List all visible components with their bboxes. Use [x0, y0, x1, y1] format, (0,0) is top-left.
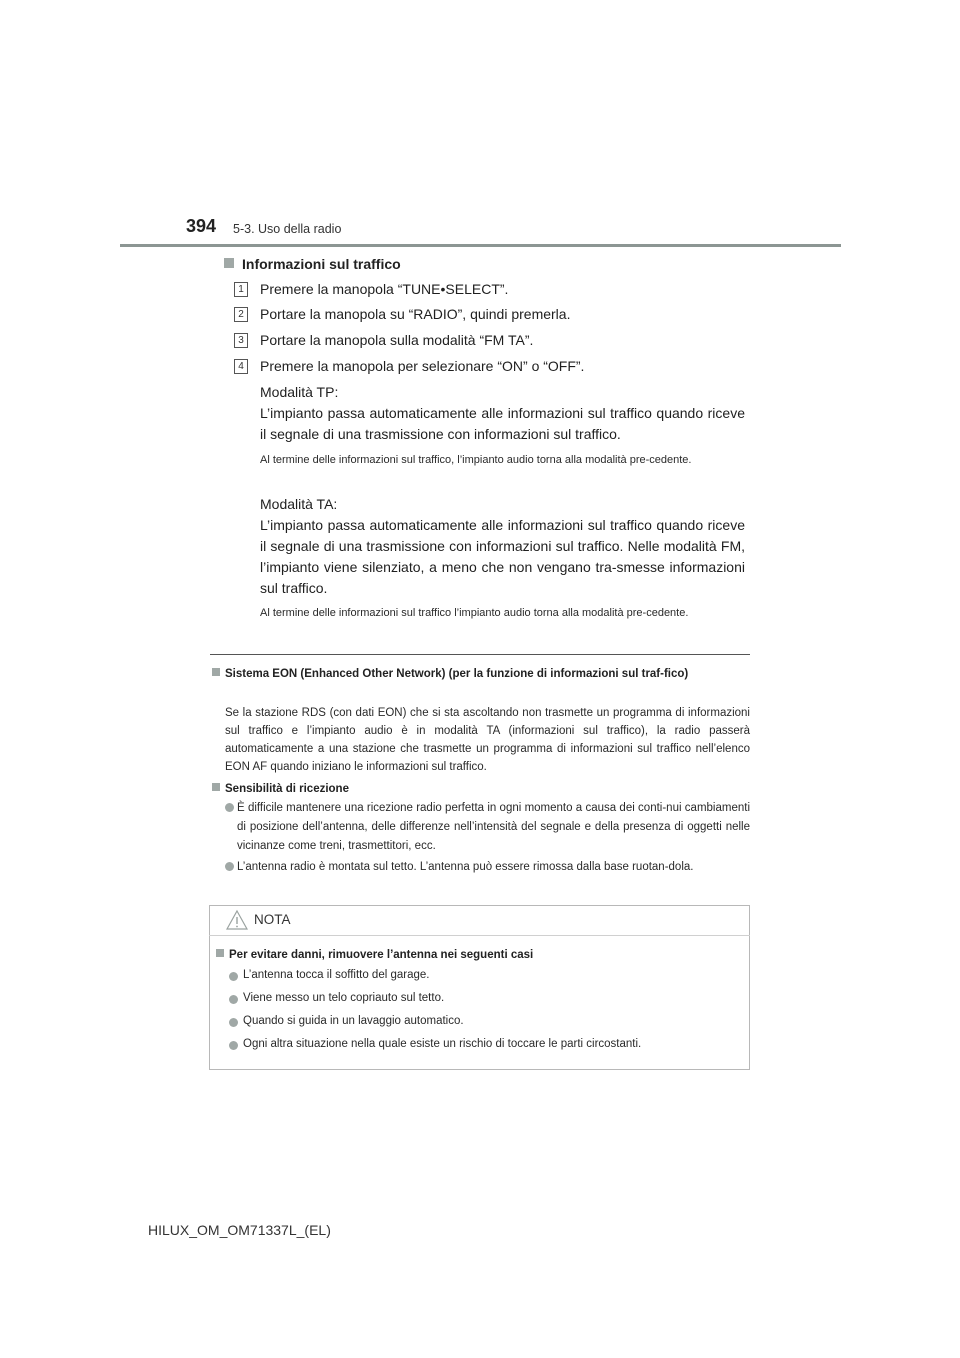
tp-label: Modalità TP: — [260, 384, 339, 400]
ta-description: L’impianto passa automaticamente alle informazioni sul traffico quando riceve il segnale di una trasmissione con informazioni sul traffico. Nelle modalità FM, l’impianto viene silenziato, a meno che non vengano tra-smesse informazioni sul traffico. — [260, 517, 745, 596]
section-header: 5-3. Uso della radio — [233, 222, 342, 236]
reception-heading — [212, 780, 750, 798]
eon-heading-text: Sistema EON (Enhanced Other Network) (per la funzione di informazioni sul traf-fico) — [225, 668, 689, 680]
reception-heading-text: Sensibilità di ricezione — [225, 783, 349, 795]
step-number-badge: 4 — [234, 359, 248, 374]
notice-item-text: Quando si guida in un lavaggio automatico. — [243, 1015, 464, 1027]
step-2 — [234, 306, 570, 322]
notice-item — [229, 992, 444, 1004]
square-bullet-icon — [212, 668, 220, 676]
reception-bullet — [225, 858, 750, 877]
bullet-text: L’antenna radio è montata sul tetto. L’antenna può essere rimossa dalla base ruotan-dola. — [237, 861, 694, 873]
notice-title: NOTA — [254, 912, 291, 927]
notice-item-text: Ogni altra situazione nella quale esiste un rischio di toccare le parti circostanti. — [243, 1038, 642, 1050]
section-title-text: Informazioni sul traffico — [242, 256, 401, 272]
step-number-badge: 3 — [234, 333, 248, 348]
round-bullet-icon — [229, 1041, 238, 1050]
round-bullet-icon — [225, 803, 234, 812]
step-text: Portare la manopola su “RADIO”, quindi premerla. — [260, 306, 571, 322]
notice-item — [229, 969, 429, 981]
eon-text: Se la stazione RDS (con dati EON) che si sta ascoltando non trasmette un programma di informazioni sul traffico e l’impianto audio è in modalità TA (informazioni sul traffico), la radio passerà automaticamente a una stazione che trasmette un programma di informazioni sul traffico nell’elenco EON AF quando iniziano le informazioni sul traffico. — [225, 707, 750, 773]
notice-item — [229, 1038, 641, 1050]
notice-item-text: Viene messo un telo copriauto sul tetto. — [243, 992, 445, 1004]
step-text: Premere la manopola per selezionare “ON” o “OFF”. — [260, 358, 585, 374]
notice-heading — [216, 949, 533, 961]
notice-header-divider — [209, 935, 750, 936]
round-bullet-icon — [225, 862, 234, 871]
square-bullet-icon — [212, 783, 220, 791]
reception-bullet — [225, 799, 750, 856]
notice-item — [229, 1015, 464, 1027]
square-bullet-icon — [224, 258, 234, 268]
page-number: 394 — [186, 216, 217, 236]
bullet-text: È difficile mantenere una ricezione radio perfetta in ogni momento a causa dei conti-nui cambiamenti di posizione dell’antenna, delle differenze nell’intensità del segnale e della presenza di oggetti nelle vicinanze come treni, trasmettitori, ecc. — [237, 802, 750, 852]
section-title — [224, 256, 401, 272]
step-3 — [234, 332, 533, 348]
step-1 — [234, 281, 508, 297]
step-number-badge: 2 — [234, 307, 248, 322]
ta-label: Modalità TA: — [260, 496, 338, 512]
eon-heading — [212, 665, 750, 683]
section-divider — [210, 654, 750, 655]
document-code: HILUX_OM_OM71337L_(EL) — [148, 1222, 331, 1238]
notice-item-text: L’antenna tocca il soffitto del garage. — [243, 969, 430, 981]
square-bullet-icon — [216, 949, 224, 957]
step-4 — [234, 358, 584, 374]
tp-description: L’impianto passa automaticamente alle informazioni sul traffico quando riceve il segnale di una trasmissione con informazioni sul traffico. — [260, 405, 745, 442]
ta-note: Al termine delle informazioni sul traffico l’impianto audio torna alla modalità pre-cedente. — [260, 607, 689, 619]
round-bullet-icon — [229, 1018, 238, 1027]
round-bullet-icon — [229, 995, 238, 1004]
warning-triangle-icon — [226, 909, 248, 931]
header-rule — [120, 244, 841, 247]
step-text: Portare la manopola sulla modalità “FM TA”. — [260, 332, 534, 348]
tp-note: Al termine delle informazioni sul traffico, l’impianto audio torna alla modalità pre-cedente. — [260, 454, 692, 466]
notice-heading-text: Per evitare danni, rimuovere l’antenna nei seguenti casi — [229, 949, 534, 961]
step-text: Premere la manopola “TUNE•SELECT”. — [260, 281, 509, 297]
step-number-badge: 1 — [234, 282, 248, 297]
round-bullet-icon — [229, 972, 238, 981]
